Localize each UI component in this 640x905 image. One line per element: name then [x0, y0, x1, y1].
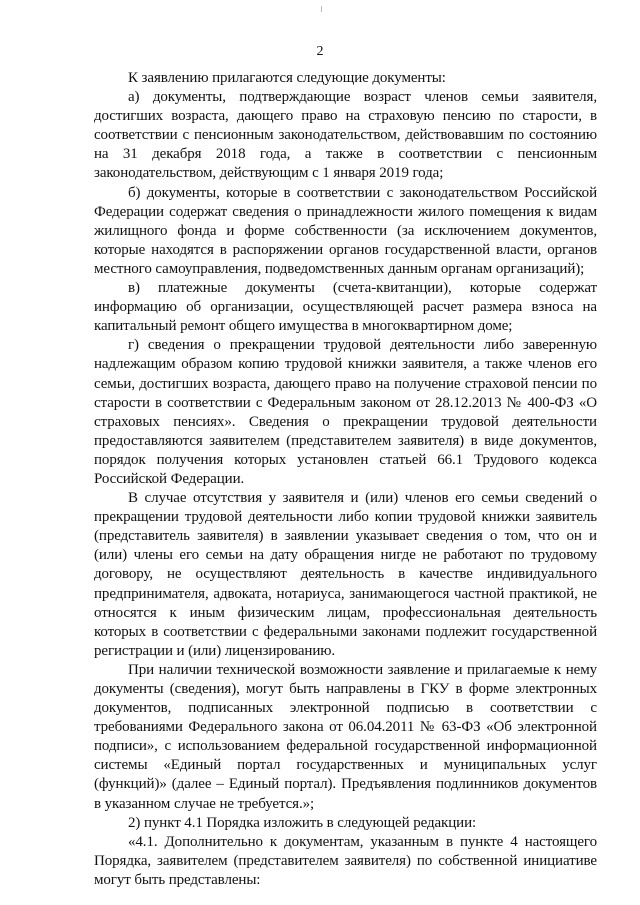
document-body	[94, 69, 597, 890]
paragraph-point-4-1: «4.1. Дополнительно к документам, указанным в пункте 4 настоящего Порядка, заявителем (представителем заявителя) по собственной инициативе могут быть представлены:	[94, 833, 597, 888]
paragraph-item-a: а) документы, подтверждающие возраст членов семьи заявителя, достигших возраста, дающего право на страховую пенсию по старости, в соответствии с пенсионным законодательством, действовавшим по состоянию на 31 декабря 2018 года, а также в соответствии с пенсионным законодательством, действующим с 1 января 2019 года;	[94, 89, 597, 182]
paragraph-item-g: г) сведения о прекращении трудовой деятельности либо заверенную надлежащим образом копию трудовой книжки заявителя, а также членов его семьи, достигших возраста, дающего право на получение страховой пенсии по старости в соответствии с Федеральным законом от 28.12.2013 № 400-ФЗ «О страховых пенсиях». Сведения о прекращении трудовой деятельности предоставляются заявителем (представителем заявителя) в виде документов, порядок получения которых установлен статьей 66.1 Трудового кодекса Российской Федерации.	[94, 337, 597, 487]
paragraph-absence-case: В случае отсутствия у заявителя и (или) членов его семьи сведений о прекращении трудовой деятельности либо копии трудовой книжки заявитель (представитель заявителя) в заявлении указывает сведения о том, что он и (или) члены его семьи на дату обращения нигде не работают по трудовому договору, не осуществляют деятельность в качестве индивидуального предпринимателя, адвоката, нотариуса, занимающегося частной практикой, не относятся к иным физическим лицам, профессиональная деятельность которых в соответствии с федеральными законами подлежит государственной регистрации и (или) лицензированию.	[94, 490, 597, 659]
page-number: 2	[316, 44, 324, 59]
paragraph-item-v: в) платежные документы (счета-квитанции), которые содержат информацию об организации, осуществляющей расчет размера взноса на капитальный ремонт общего имущества в многоквартирном доме;	[94, 280, 597, 335]
paragraph-item-b: б) документы, которые в соответствии с законодательством Российской Федерации содержат сведения о принадлежности жилого помещения к видам жилищного фонда и форме собственности (за исключением документов, которые находятся в распоряжении органов государственной власти, органов местного самоуправления, подведомственных данным органам организаций);	[94, 184, 597, 277]
scan-mark	[321, 6, 322, 12]
paragraph-intro: К заявлению прилагаются следующие документы:	[128, 70, 446, 86]
paragraph-electronic-submission: При наличии технической возможности заявление и прилагаемые к нему документы (сведения), могут быть направлены в ГКУ в форме электронных документов, подписанных электронной подписью в соответствии с требованиями Федерального закона от 06.04.2011 № 63-ФЗ «Об электронной подписи», с использованием федеральной государственной информационной системы «Единый портал государственных и муниципальных услуг (функций)» (далее – Единый портал). Предъявления подлинников документов в указанном случае не требуется.»;	[94, 661, 597, 812]
paragraph-point-2: 2) пункт 4.1 Порядка изложить в следующей редакции:	[128, 814, 477, 831]
